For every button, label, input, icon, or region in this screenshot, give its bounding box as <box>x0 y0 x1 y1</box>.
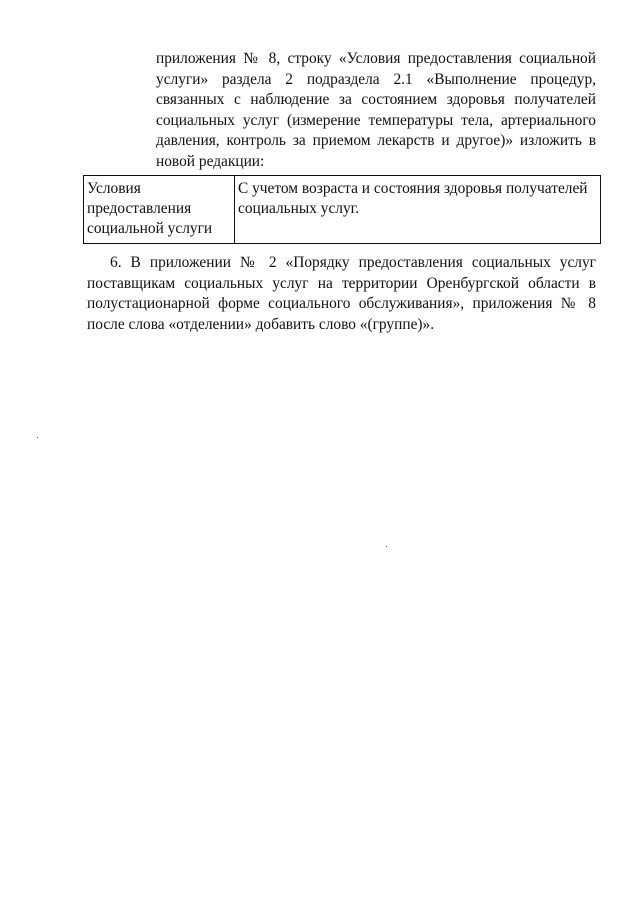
table-row <box>84 176 601 244</box>
amendment-table <box>83 175 601 244</box>
intro-paragraph: приложения № 8, строку «Условия предоставления социальной услуги» раздела 2 подраздела 2.1 «Выполнение процедур, связанных с наблюдение за состоянием здоровья получателей социальных услуг (измерение температуры тела, артериального давления, контроль за приемом лекарств и другое)» изложить в новой редакции: <box>156 50 596 170</box>
table-cell-value: С учетом возраста и состояния здоровья получателей социальных услуг. <box>235 176 601 244</box>
scan-speck <box>37 437 38 438</box>
scan-speck <box>386 546 387 547</box>
table-cell-label: Условия предоставления социальной услуги <box>84 176 235 244</box>
paragraph-6: 6. В приложении № 2 «Порядку предоставления социальных услуг поставщикам социальных услуг на территории Оренбургской области в полустационарной форме социального обслуживания», приложения № 8 после слова «отделении» добавить слово «(группе)». <box>87 254 596 333</box>
